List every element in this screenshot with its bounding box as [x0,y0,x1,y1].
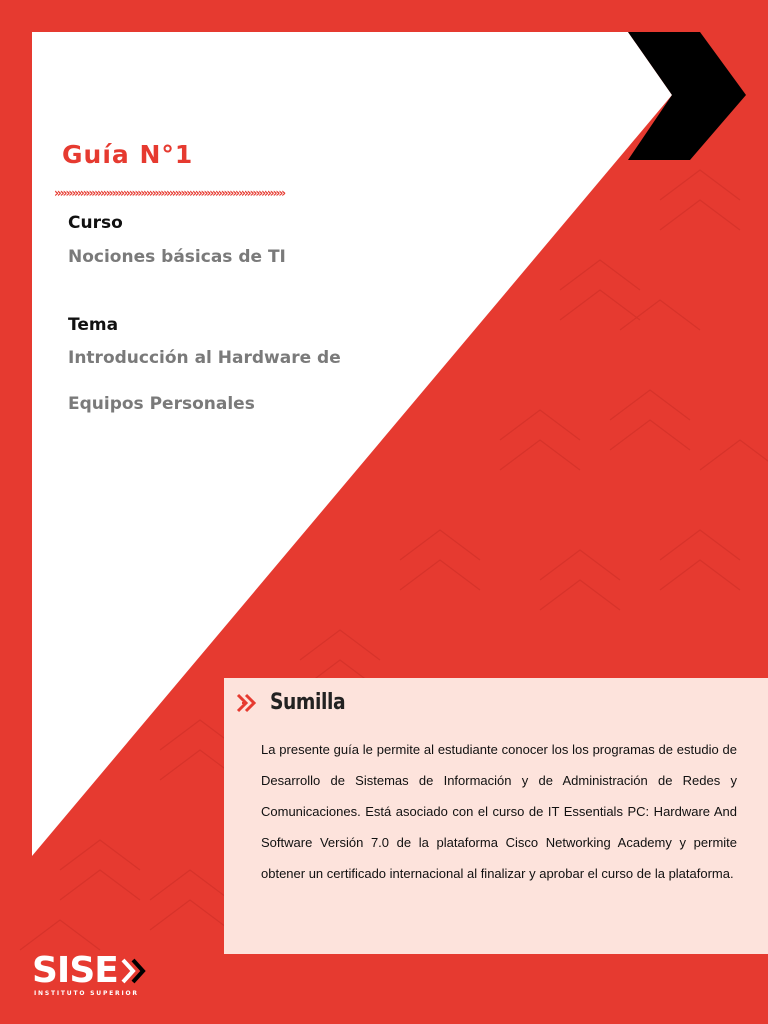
sise-logo [32,950,150,997]
topic-value-line2: Equipos Personales [68,394,255,414]
double-chevron-icon [236,692,262,714]
guide-title: Guía N°1 [62,140,194,169]
summary-header [236,690,358,715]
summary-text: La presente guía le permite al estudiante conocer los los programas de estudio de Desarrollo de Sistemas de Información y de Administración de Redes y Comunicaciones. Está asociado con el curso de IT Essentials PC: Hardware And Software Versión 7.0 de la plataforma Cisco Networking Academy y permite obtener un certificado internacional al finalizar y aprobar el curso de la plataforma. [261,742,737,881]
summary-title: Sumilla [270,690,346,715]
topic-label: Tema [68,315,119,335]
logo-wordmark: SISE [32,950,118,991]
course-label: Curso [68,213,123,233]
course-value: Nociones básicas de TI [68,247,286,267]
summary-panel [224,678,768,954]
topic-value-line1: Introducción al Hardware de [68,348,341,368]
title-divider-arrows: »»»»»»»»»»»»»»»»»»»»»»»»»»»»»»»»»»»»»»»» [54,186,285,200]
logo-chevron-icon [120,956,150,986]
logo-subtitle: INSTITUTO SUPERIOR [34,990,139,997]
